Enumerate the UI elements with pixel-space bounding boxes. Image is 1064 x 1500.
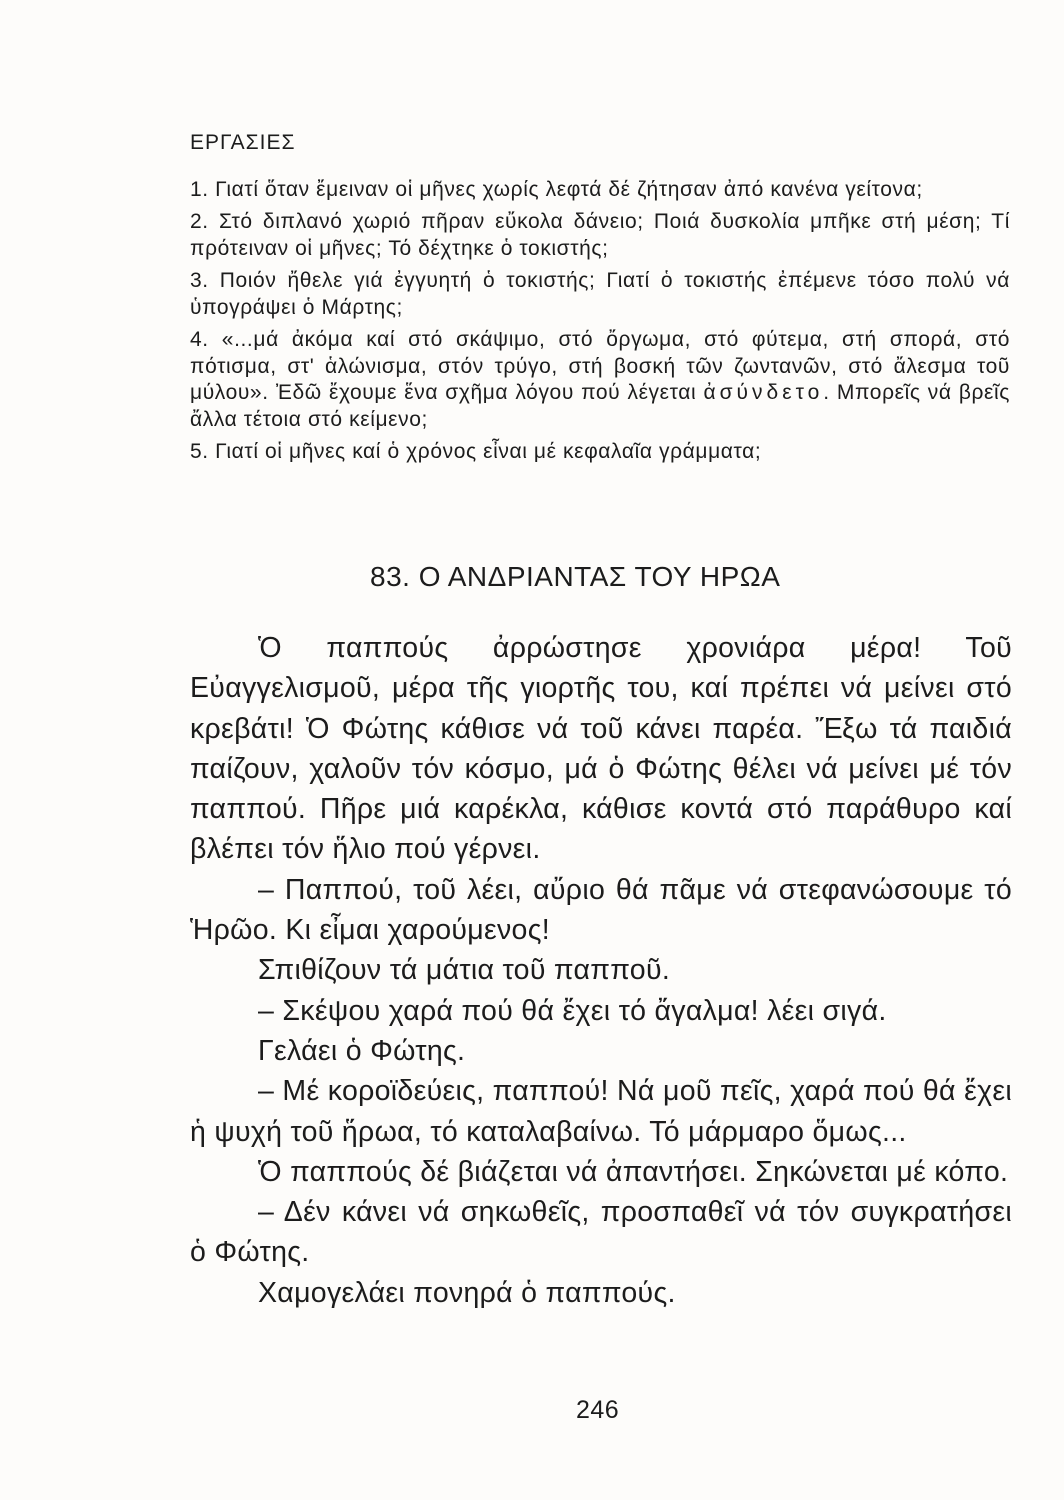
story-title: 83. Ο ΑΝΔΡΙΑΝΤΑΣ ΤΟΥ ΗΡΩΑ (370, 561, 781, 592)
story-paragraph: Γελάει ὁ Φώτης. (258, 1034, 466, 1067)
story-paragraph: – Παππού, τοῦ λέει, αὔριο θά πᾶμε νά στεφανώσουμε τό Ἡρῶο. Κι εἶμαι χαρούμενος! (190, 873, 1012, 947)
story-text (190, 628, 1012, 1313)
exercise-question-3: 3. Ποιόν ἤθελε γιά ἐγγυητή ὁ τοκιστής; Γιατί ὁ τοκιστής ἐπέμενε τόσο πολύ νά ὑπογράψει ὁ Μάρτης; (190, 269, 1010, 319)
exercise-question-4-term: ἀσύνδετο (703, 381, 824, 404)
story-paragraph: Σπιθίζουν τά μάτια τοῦ παπποῦ. (258, 954, 671, 987)
exercise-question-5: 5. Γιατί οἱ μῆνες καί ὁ χρόνος εἶναι μέ κεφαλαῖα γράμματα; (190, 440, 762, 463)
exercise-question-4 (190, 327, 1010, 433)
story-paragraph: – Μέ κοροϊδεύεις, παππού! Νά μοῦ πεῖς, χαρά πού θά ἔχει ἡ ψυχή τοῦ ἥρωα, τό καταλαβαίνω. Τό μάρμαρο ὅμως... (190, 1075, 1012, 1148)
story-paragraph: Ὁ παππούς ἀρρώστησε χρονιάρα μέρα! Τοῦ Εὐαγγελισμοῦ, μέρα τῆς γιορτῆς του, καί πρέπει νά μείνει στό κρεβάτι! Ὁ Φώτης κάθισε νά τοῦ κάνει παρέα. Ἔξω τά παιδιά παίζουν, χαλοῦν τόν κόσμο, μά ὁ Φώτης θέλει νά μείνει μέ τόν παππού. Πῆρε μιά καρέκλα, κάθισε κοντά στό παράθυρο καί βλέπει τόν ἥλιο πού γέρνει. (190, 632, 1012, 866)
exercise-question-4-text: 4. «...μά ἀκόμα καί στό σκάψιμο, στό ὄργωμα, στό φύτεμα, στή σπορά, στό πότισμα, στ' ἁλώνισμα, στόν τρύγο, στή βοσκή τῶν ζωντανῶν, στό ἄλεσμα τοῦ μύλου». Ἐδῶ ἔχουμε ἕνα σχῆμα λόγου πού λέγεται (190, 328, 1010, 404)
exercise-question-4-end: . Μπορεῖς νά βρεῖς ἄλλα τέτοια στό κείμενο; (190, 381, 1010, 431)
story-paragraph: Χαμογελάει πονηρά ὁ παππούς. (258, 1276, 676, 1309)
exercise-question-2: 2. Στό διπλανό χωριό πῆραν εὔκολα δάνειο; Ποιά δυσκολία μπῆκε στή μέση; Τί πρότειναν οἱ μῆνες; Τό δέχτηκε ὁ τοκιστής; (190, 210, 1010, 260)
story-paragraph: – Δέν κάνει νά σηκωθεῖς, προσπαθεῖ νά τόν συγκρατήσει ὁ Φώτης. (190, 1196, 1012, 1269)
exercise-question-1: 1. Γιατί ὅταν ἔμειναν οἱ μῆνες χωρίς λεφτά δέ ζήτησαν ἀπό κανένα γείτονα; (190, 177, 923, 201)
exercises-heading: ΕΡΓΑΣΙΕΣ (190, 131, 296, 154)
exercises-section (190, 130, 1010, 472)
story-paragraph: Ὁ παππούς δέ βιάζεται νά ἀπαντήσει. Σηκώνεται μέ κόπο. (258, 1155, 1009, 1188)
page-number: 246 (576, 1396, 620, 1424)
story-paragraph: – Σκέψου χαρά πού θά ἔχει τό ἄγαλμα! λέει σιγά. (258, 994, 887, 1027)
